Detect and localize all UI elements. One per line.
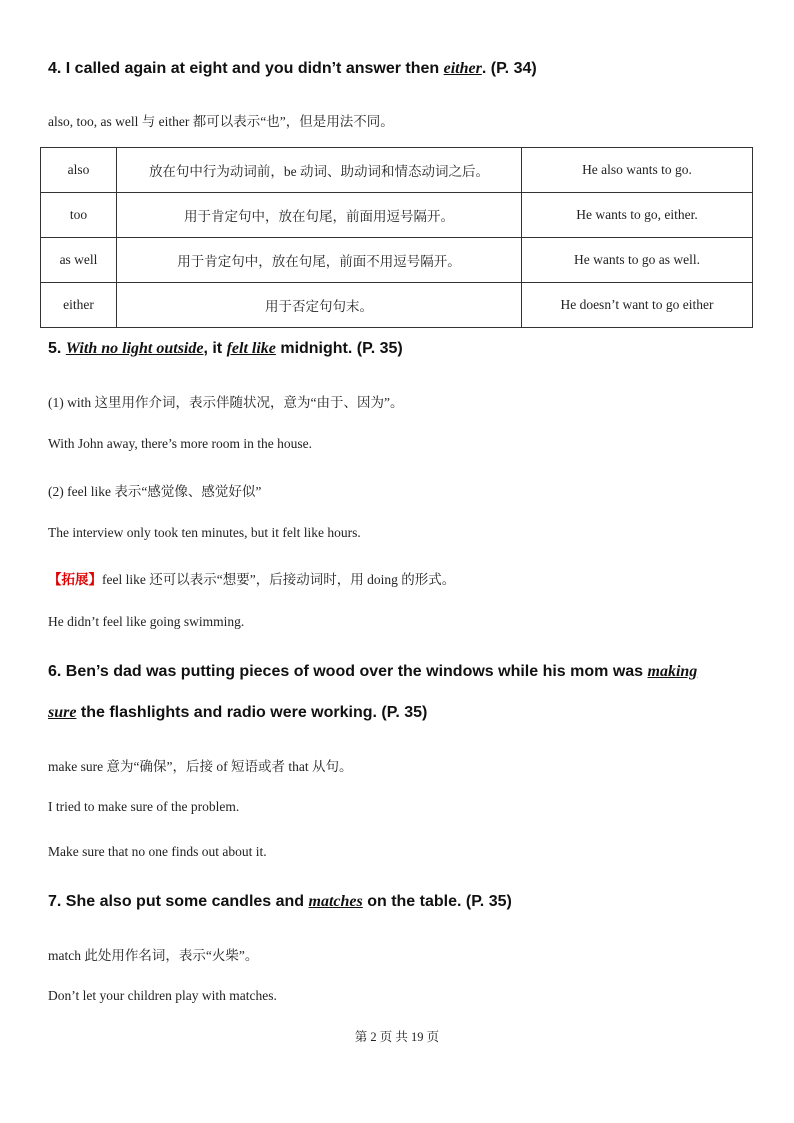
heading-keyword: making (647, 663, 698, 680)
section6-heading (48, 663, 697, 681)
heading-keyword: matches (308, 893, 363, 910)
heading-text: on the table. (P. 35) (362, 893, 512, 910)
page-footer: 第 2 页 共 19 页 (354, 1030, 440, 1044)
section5-heading (48, 340, 403, 358)
table-row (41, 193, 753, 238)
table-cell-usage: 用于肯定句中，放在句尾，前面用逗号隔开。 (117, 193, 522, 238)
section6-line: make sure 意为“确保”，后接 of 短语或者 that 从句。 (48, 759, 353, 774)
usage-table (40, 147, 753, 328)
extension-tag: 【拓展】 (48, 572, 102, 587)
heading-keyword: felt like (226, 340, 276, 357)
table-cell-example: He wants to go, either. (522, 193, 753, 238)
extension-text: feel like 还可以表示“想要”，后接动词时，用 doing 的形式。 (102, 572, 456, 587)
table-row (41, 148, 753, 193)
table-cell-word: either (41, 283, 117, 328)
section7-example: Don’t let your children play with matches. (48, 988, 277, 1003)
section5-example: With John away, there’s more room in the house. (48, 436, 313, 451)
table-row (41, 238, 753, 283)
heading-text: 7. She also put some candles and (48, 893, 309, 910)
heading-text: the flashlights and radio were working. (P. 35) (76, 704, 428, 721)
section6-heading-cont (48, 704, 427, 722)
section6-example: Make sure that no one finds out about it. (48, 844, 267, 859)
table-cell-word: also (41, 148, 117, 193)
section7-heading (48, 893, 512, 911)
table-cell-example: He wants to go as well. (522, 238, 753, 283)
table-row (41, 283, 753, 328)
heading-text: , it (203, 340, 227, 357)
heading-text: 6. Ben’s dad was putting pieces of wood over the windows while his mom was (48, 663, 648, 680)
heading-text: 4. I called again at eight and you didn’t answer then (48, 60, 444, 77)
heading-keyword: either (443, 60, 482, 77)
heading-text: 5. (48, 340, 66, 357)
section4-heading (48, 60, 537, 78)
section5-example: The interview only took ten minutes, but it felt like hours. (48, 525, 361, 540)
section5-example: He didn’t feel like going swimming. (48, 614, 245, 629)
table-cell-word: too (41, 193, 117, 238)
heading-text: midnight. (P. 35) (275, 340, 403, 357)
table-cell-example: He also wants to go. (522, 148, 753, 193)
heading-keyword: sure (48, 704, 77, 721)
section7-line: match 此处用作名词，表示“火柴”。 (48, 948, 259, 963)
heading-keyword: With no light outside (65, 340, 204, 357)
table-cell-word: as well (41, 238, 117, 283)
table-cell-usage: 用于否定句句末。 (117, 283, 522, 328)
table-cell-example: He doesn’t want to go either (522, 283, 753, 328)
heading-text: . (P. 34) (481, 60, 537, 77)
section5-extension (48, 568, 455, 588)
section6-example: I tried to make sure of the problem. (48, 799, 240, 814)
section5-line: (2) feel like 表示“感觉像、感觉好似” (48, 484, 262, 499)
section5-line: (1) with 这里用作介词，表示伴随状况，意为“由于、因为”。 (48, 395, 404, 410)
table-cell-usage: 放在句中行为动词前，be 动词、助动词和情态动词之后。 (117, 148, 522, 193)
table-cell-usage: 用于肯定句中，放在句尾，前面不用逗号隔开。 (117, 238, 522, 283)
section4-intro: also, too, as well 与 either 都可以表示“也”，但是用法不同。 (48, 114, 394, 129)
